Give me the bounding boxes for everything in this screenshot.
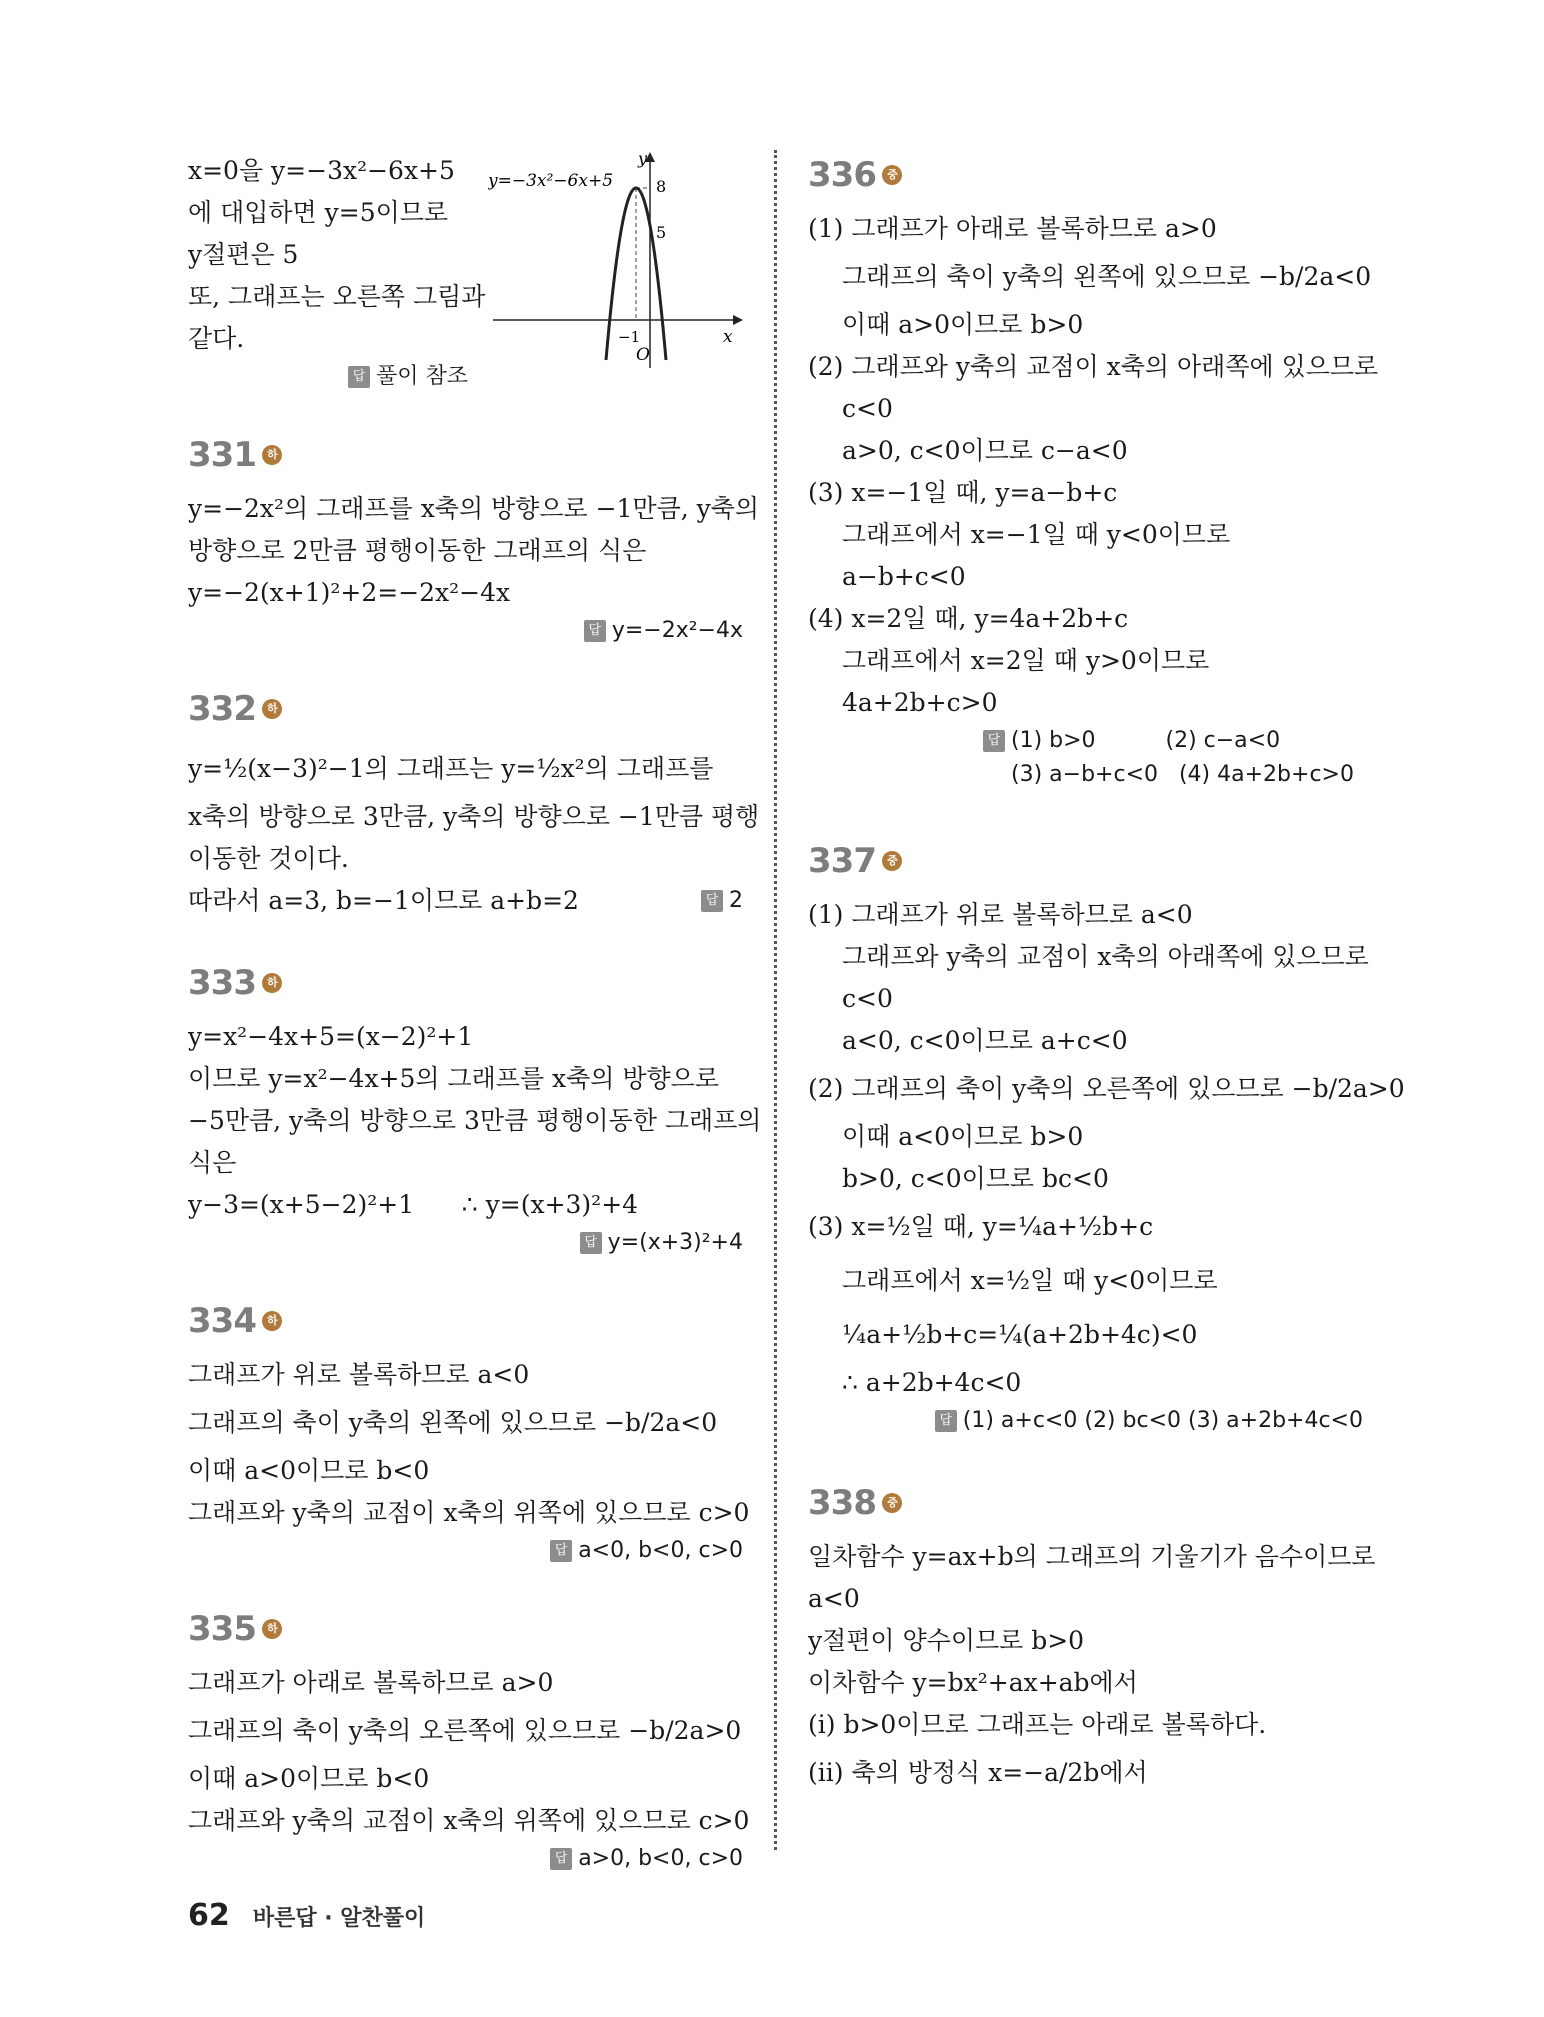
answer-text: 풀이 참조 <box>376 364 469 389</box>
problem-number-331: 331 하 <box>188 430 743 480</box>
text-line: 그래프가 위로 볼록하므로 a<0 <box>188 1360 530 1389</box>
problem-number-337: 337 중 <box>808 836 1363 886</box>
text-line: 이때 a<0이므로 b<0 <box>188 1456 430 1485</box>
text-line: 그래프에서 x=−1일 때 y<0이므로 <box>842 520 1231 549</box>
text-line: 같다. <box>188 324 245 353</box>
x-axis-arrow-icon <box>733 315 743 325</box>
level-badge-icon: 하 <box>262 1619 282 1639</box>
text-line: (ⅰ) b>0이므로 그래프는 아래로 볼록하다. <box>808 1710 1267 1739</box>
text-line: 이때 a>0이므로 b<0 <box>188 1764 430 1793</box>
text-line: 이때 a>0이므로 b>0 <box>842 310 1084 339</box>
text-line: 그래프가 아래로 볼록하므로 a>0 <box>188 1668 554 1697</box>
text-line: a<0 <box>808 1584 860 1613</box>
answer: 답 (1) a+c<0 (2) bc<0 (3) a+2b+4c<0 <box>808 1404 1363 1438</box>
level-badge-icon: 중 <box>882 851 902 871</box>
page-number: 62 <box>188 1898 230 1933</box>
x-axis-label: x <box>723 327 733 347</box>
text-line: 그래프와 y축의 교점이 x축의 위쪽에 있으므로 c>0 <box>188 1498 750 1527</box>
text-line: c<0 <box>842 984 893 1013</box>
text-line <box>188 880 743 922</box>
footer-label: 바른답 · 알찬풀이 <box>252 1906 426 1931</box>
text-line: y=½(x−3)²−1의 그래프는 y=½x²의 그래프를 <box>188 754 714 783</box>
text-line: 그래프의 축이 y축의 왼쪽에 있으므로 −b/2a<0 <box>842 262 1372 291</box>
level-badge-icon: 하 <box>262 445 282 465</box>
problem-number-336: 336 중 <box>808 150 1363 200</box>
text-line: (3) x=−1일 때, y=a−b+c <box>808 478 1118 507</box>
text-line: 식은 <box>188 1148 237 1177</box>
text-line: b>0, c<0이므로 bc<0 <box>842 1164 1109 1193</box>
text-line: y−3=(x+5−2)²+1 ∴ y=(x+3)²+4 <box>188 1190 639 1219</box>
text-line: a>0, c<0이므로 c−a<0 <box>842 436 1128 465</box>
answer: 답 a>0, b<0, c>0 <box>188 1842 743 1876</box>
text-line: 4a+2b+c>0 <box>842 688 998 717</box>
answer-text: 2 <box>729 888 743 913</box>
text-line: 따라서 a=3, b=−1이므로 a+b=2 <box>188 886 579 915</box>
level-badge-icon: 중 <box>882 1493 902 1513</box>
text-line: 그래프의 축이 y축의 오른쪽에 있으므로 −b/2a>0 <box>188 1716 742 1745</box>
problem-number-332: 332 하 <box>188 684 743 734</box>
problem-number-334: 334 하 <box>188 1296 743 1346</box>
right-column <box>808 150 1405 1800</box>
level-badge-icon: 하 <box>262 699 282 719</box>
text-line: a<0, c<0이므로 a+c<0 <box>842 1026 1128 1055</box>
text-line: ¼a+½b+c=¼(a+2b+4c)<0 <box>842 1320 1198 1349</box>
text-line: 그래프에서 x=2일 때 y>0이므로 <box>842 646 1210 675</box>
answer: 답 y=−2x²−4x <box>188 614 743 648</box>
text-line: x축의 방향으로 3만큼, y축의 방향으로 −1만큼 평행 <box>188 802 760 831</box>
left-column <box>188 150 762 1876</box>
text-line: 이므로 y=x²−4x+5의 그래프를 x축의 방향으로 <box>188 1064 719 1093</box>
intro-solution <box>188 150 743 394</box>
problem-number-333: 333 하 <box>188 958 743 1008</box>
text-line: (1) 그래프가 아래로 볼록하므로 a>0 <box>808 214 1217 243</box>
text-line: (4) x=2일 때, y=4a+2b+c <box>808 604 1129 633</box>
tick-label-8: 8 <box>656 177 667 196</box>
answer: 답 (1) b>0 (2) c−a<0 <box>808 724 1363 758</box>
text-line: (ⅱ) 축의 방정식 x=−a/2b에서 <box>808 1758 1148 1787</box>
answer-tag-icon: 답 <box>935 1410 957 1432</box>
text-line: x=0을 y=−3x²−6x+5 <box>188 156 455 185</box>
answer-tag-icon: 답 <box>550 1848 572 1870</box>
text-line: y절편이 양수이므로 b>0 <box>808 1626 1085 1655</box>
column-divider <box>774 150 777 1850</box>
answer: (3) a−b+c<0 (4) 4a+2b+c>0 <box>1011 762 1354 787</box>
text-line: y=−2x²의 그래프를 x축의 방향으로 −1만큼, y축의 <box>188 494 760 523</box>
parabola-graph <box>488 150 748 370</box>
text-line: 에 대입하면 y=5이므로 <box>188 198 449 227</box>
answer-tag-icon: 답 <box>580 1232 602 1254</box>
text-line: (2) 그래프의 축이 y축의 오른쪽에 있으므로 −b/2a>0 <box>808 1074 1405 1103</box>
text-line: y절편은 5 <box>188 240 299 269</box>
text-line: c<0 <box>842 394 893 423</box>
answer-tag-icon: 답 <box>550 1540 572 1562</box>
text-line: 방향으로 2만큼 평행이동한 그래프의 식은 <box>188 536 647 565</box>
origin-label: O <box>636 345 650 365</box>
text-line: 또, 그래프는 오른쪽 그림과 <box>188 282 486 311</box>
level-badge-icon: 하 <box>262 1311 282 1331</box>
text-line: y=x²−4x+5=(x−2)²+1 <box>188 1022 474 1051</box>
y-axis-label: y <box>638 150 648 168</box>
problem-number-335: 335 하 <box>188 1604 743 1654</box>
text-line: 그래프의 축이 y축의 왼쪽에 있으므로 −b/2a<0 <box>188 1408 718 1437</box>
answer-tag-icon: 답 <box>983 730 1005 752</box>
level-badge-icon: 하 <box>262 973 282 993</box>
tick-label-5: 5 <box>656 223 667 242</box>
text-line: a−b+c<0 <box>842 562 966 591</box>
page-footer <box>188 1898 425 1933</box>
text-line: 이때 a<0이므로 b>0 <box>842 1122 1084 1151</box>
text-line: y=−2(x+1)²+2=−2x²−4x <box>188 578 511 607</box>
answer-tag-icon: 답 <box>584 620 606 642</box>
text-line: 그래프에서 x=½일 때 y<0이므로 <box>842 1266 1218 1295</box>
problem-number-338: 338 중 <box>808 1478 1363 1528</box>
text-line: −5만큼, y축의 방향으로 3만큼 평행이동한 그래프의 <box>188 1106 762 1135</box>
text-line: 그래프와 y축의 교점이 x축의 아래쪽에 있으므로 <box>842 942 1369 971</box>
text-line: 이동한 것이다. <box>188 844 349 873</box>
answer: 답 y=(x+3)²+4 <box>188 1226 743 1260</box>
text-line: (3) x=½일 때, y=¼a+½b+c <box>808 1212 1154 1241</box>
text-line: (2) 그래프와 y축의 교점이 x축의 아래쪽에 있으므로 <box>808 352 1379 381</box>
text-line: ∴ a+2b+4c<0 <box>842 1368 1022 1397</box>
tick-label-minus-1: −1 <box>618 328 641 346</box>
function-label: y=−3x²−6x+5 <box>488 171 614 191</box>
text-line: 일차함수 y=ax+b의 그래프의 기울기가 음수이므로 <box>808 1542 1376 1571</box>
text-line: (1) 그래프가 위로 볼록하므로 a<0 <box>808 900 1193 929</box>
text-line: 그래프와 y축의 교점이 x축의 위쪽에 있으므로 c>0 <box>188 1806 750 1835</box>
level-badge-icon: 중 <box>882 165 902 185</box>
answer: 답 a<0, b<0, c>0 <box>188 1534 743 1568</box>
answer-tag-icon: 답 <box>348 366 370 388</box>
text-line: 이차함수 y=bx²+ax+ab에서 <box>808 1668 1138 1697</box>
answer-tag-icon: 답 <box>701 890 723 912</box>
